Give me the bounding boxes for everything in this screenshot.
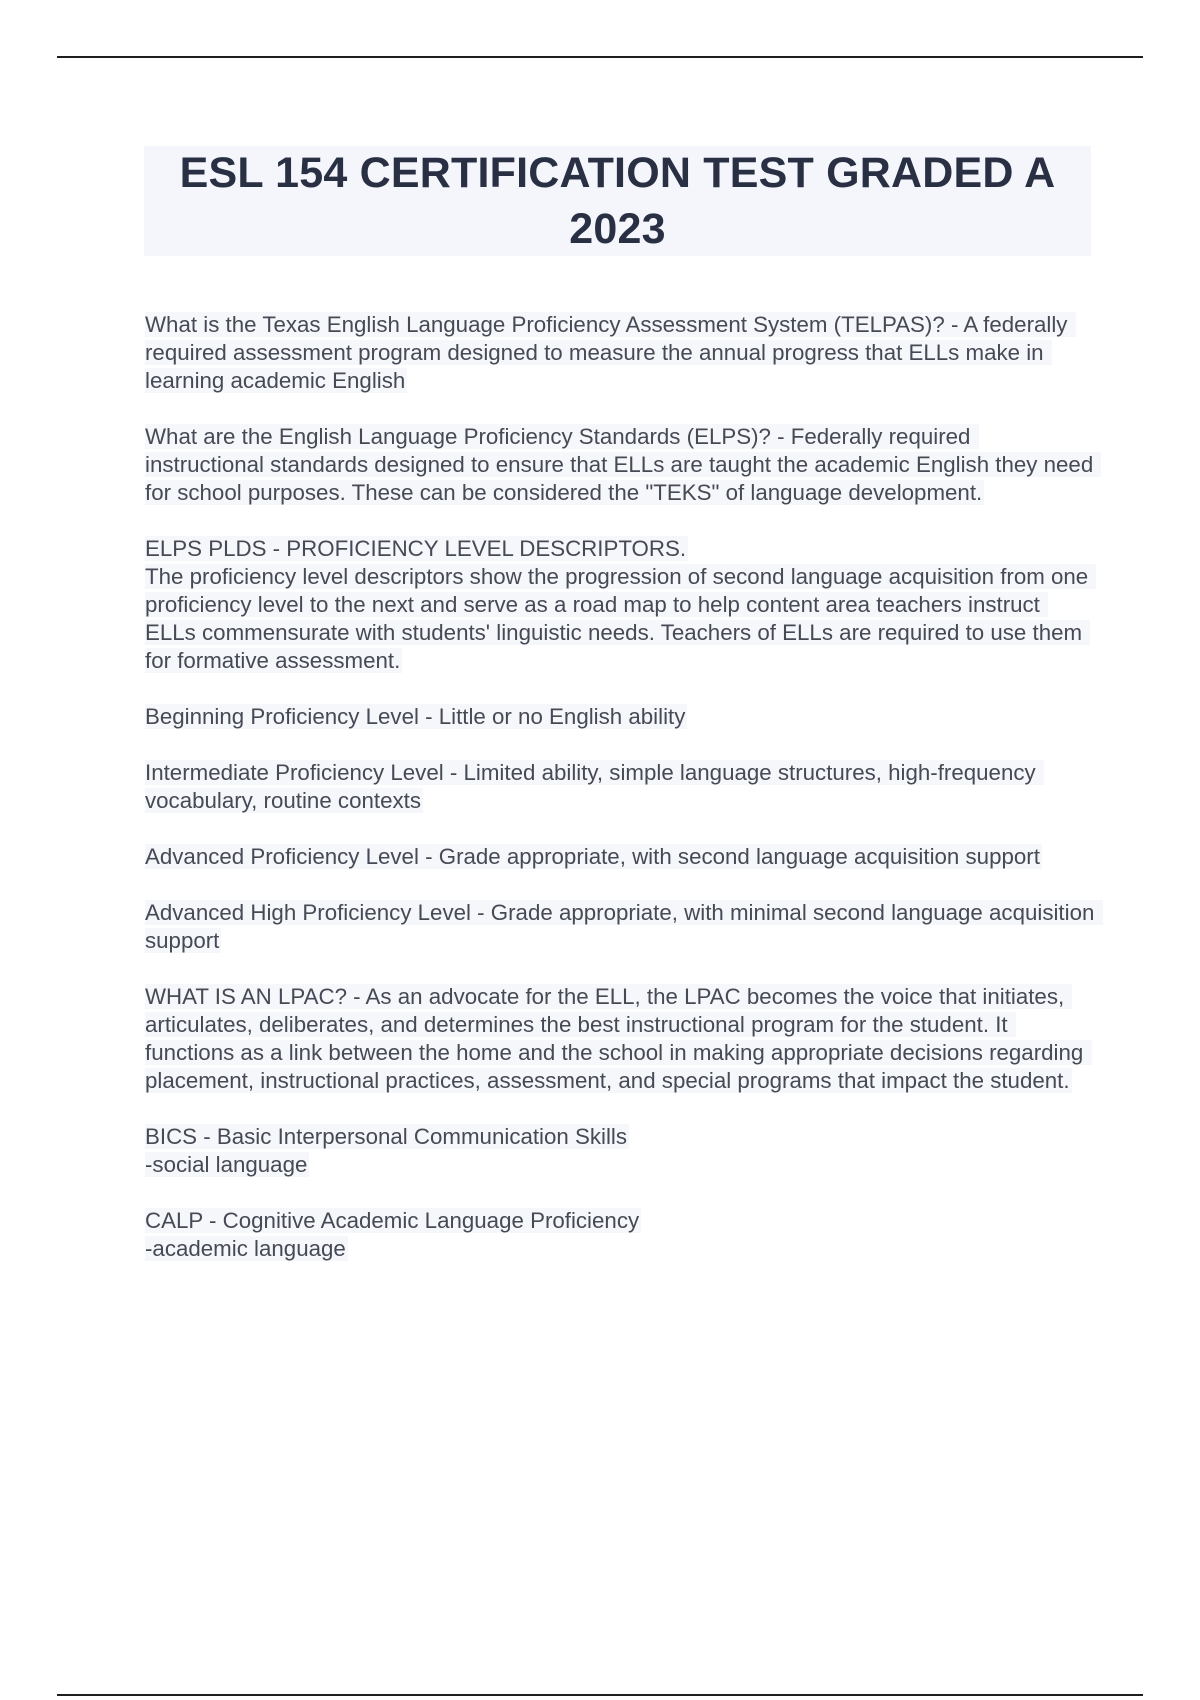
entry-text: -social language [145, 1152, 308, 1177]
entry-intermediate [145, 759, 1095, 815]
entry-text: The proficiency level descriptors show the progression of second language acquisition from one proficiency level to the next and serve as a road map to help content area teachers instruct ELLs commensurate with students' linguistic needs. Teachers of ELLs are required to use them for formative assessment. [145, 564, 1095, 673]
entry-lpac [145, 983, 1095, 1095]
entry-bics [145, 1123, 1095, 1179]
entry-elps [145, 423, 1100, 507]
entry-beginning [145, 703, 1095, 731]
entry-line [145, 1151, 1095, 1179]
entry-line [145, 311, 1095, 395]
entry-advanced-high [145, 899, 1101, 955]
entry-text: What are the English Language Proficiency Standards (ELPS)? - Federally required instructional standards designed to ensure that ELLs are taught the academic English they need for school purposes. These can be considered the "TEKS" of language development. [145, 424, 1100, 505]
entry-text: ELPS PLDS - PROFICIENCY LEVEL DESCRIPTORS. [145, 536, 687, 561]
entry-line [145, 759, 1095, 815]
entry-line [145, 843, 1095, 871]
entry-text: Intermediate Proficiency Level - Limited ability, simple language structures, high-frequency vocabulary, routine contexts [145, 760, 1042, 813]
title-box [144, 146, 1091, 256]
entry-calp [145, 1207, 1095, 1263]
document-body [145, 311, 1101, 1291]
entry-line [145, 899, 1101, 955]
entry-text: Advanced Proficiency Level - Grade appropriate, with second language acquisition support [145, 844, 1040, 869]
entry-text: -academic language [145, 1236, 346, 1261]
entry-line [145, 983, 1095, 1095]
bottom-rule [57, 1694, 1143, 1696]
top-rule [57, 56, 1143, 58]
entry-text: What is the Texas English Language Proficiency Assessment System (TELPAS)? - A federally required assessment program designed to measure the annual progress that ELLs make in learning academic English [145, 312, 1074, 393]
entry-line [145, 1123, 1095, 1151]
entry-text: Advanced High Proficiency Level - Grade appropriate, with minimal second language acquisition support [145, 900, 1101, 953]
entry-line [145, 535, 1095, 563]
entry-text: WHAT IS AN LPAC? - As an advocate for the ELL, the LPAC becomes the voice that initiates, articulates, deliberates, and determines the best instructional program for the student. It functions as a link between the home and the school in making appropriate decisions regarding placement, instructional practices, assessment, and special programs that impact the student. [145, 984, 1090, 1093]
entry-line [145, 1235, 1095, 1263]
entry-line [145, 703, 1095, 731]
entry-line [145, 1207, 1095, 1235]
entry-advanced [145, 843, 1095, 871]
entry-text: Beginning Proficiency Level - Little or no English ability [145, 704, 686, 729]
entry-line [145, 423, 1100, 507]
document-title: ESL 154 CERTIFICATION TEST GRADED A 2023 [179, 149, 1056, 253]
entry-text: CALP - Cognitive Academic Language Proficiency [145, 1208, 640, 1233]
entry-elps-plds [145, 535, 1095, 675]
entry-line [145, 563, 1095, 675]
entry-telpas [145, 311, 1095, 395]
entry-text: BICS - Basic Interpersonal Communication Skills [145, 1124, 628, 1149]
